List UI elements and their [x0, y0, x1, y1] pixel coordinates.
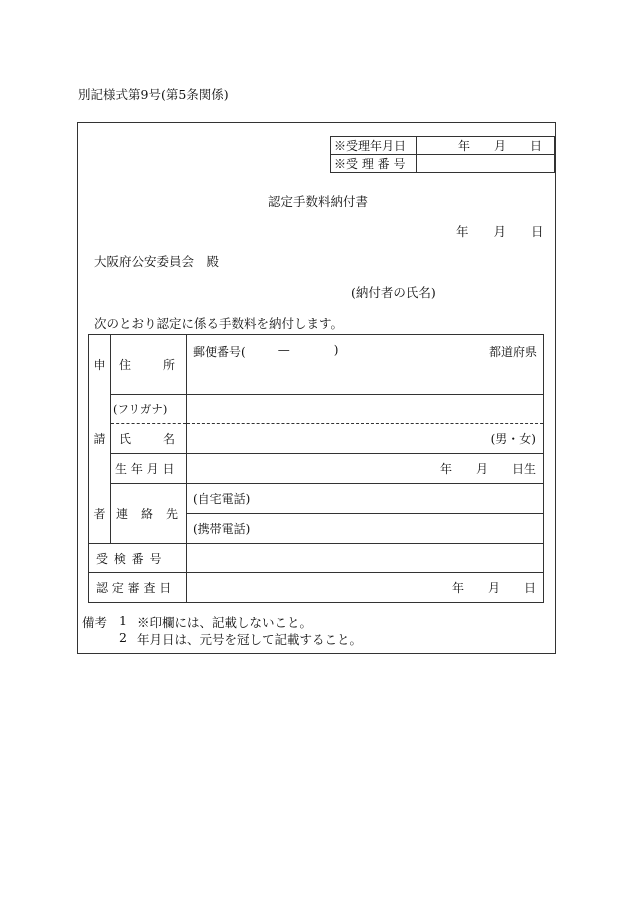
furigana-label: (フリガナ): [111, 395, 187, 424]
address-field[interactable]: [187, 335, 544, 395]
application-table: [88, 334, 544, 603]
note-2-number: 2: [119, 630, 127, 645]
form-number-label: 別記様式第9号(第5条関係): [78, 87, 229, 102]
receipt-number-label: ※受 理 番 号: [331, 155, 417, 173]
applicant-label-char-3: 者: [89, 484, 111, 544]
prefecture-label: 都道府県: [488, 345, 537, 359]
receipt-date-label: ※受理年月日: [331, 137, 417, 155]
applicant-spacer: [89, 395, 111, 424]
name-field[interactable]: [187, 424, 544, 454]
review-date-field[interactable]: 年 月 日: [187, 573, 544, 603]
postal-code-label: 郵便番号(: [193, 345, 246, 359]
note-2-text: 年月日は、元号を冠して記載すること。: [137, 632, 363, 647]
postal-code-dash: —: [277, 343, 290, 357]
contact-label-char-c: 先: [165, 507, 178, 521]
applicant-label-char-1: 申: [89, 335, 111, 395]
contact-label-char-b: 絡: [140, 507, 153, 521]
note-1-text: ※印欄には、記載しないこと。: [137, 615, 313, 630]
furigana-field[interactable]: [187, 395, 544, 424]
date-line[interactable]: 年 月 日: [456, 224, 544, 239]
applicant-spacer-2: [89, 454, 111, 484]
intro-text: 次のとおり認定に係る手数料を納付します。: [94, 316, 344, 331]
birthdate-label: 生 年 月 日: [111, 454, 187, 484]
payer-name-label: (納付者の氏名): [351, 285, 436, 300]
contact-label: [111, 484, 187, 544]
address-label: [111, 335, 187, 395]
document-title: 認定手数料納付書: [268, 194, 369, 209]
name-label-char-a: 氏: [119, 432, 132, 446]
address-label-char-b: 所: [162, 358, 175, 372]
name-label-char-b: 名: [162, 432, 175, 446]
sex-label: (男・女): [490, 432, 536, 446]
name-label: [111, 424, 187, 454]
addressee: 大阪府公安委員会 殿: [94, 254, 220, 269]
review-date-label: 認 定 審 査 日: [89, 573, 187, 603]
exam-number-field[interactable]: [187, 544, 544, 573]
postal-code-close: ): [333, 343, 339, 357]
exam-number-label: 受 検 番 号: [89, 544, 187, 573]
home-phone-field[interactable]: (自宅電話): [187, 484, 544, 514]
address-label-char-a: 住: [119, 358, 132, 372]
mobile-phone-field[interactable]: (携帯電話): [187, 514, 544, 544]
notes-heading: 備考: [82, 615, 108, 630]
note-1-number: 1: [119, 613, 127, 628]
contact-label-char-a: 連: [116, 507, 129, 521]
receipt-date-field[interactable]: 年 月 日: [417, 137, 555, 155]
receipt-number-field[interactable]: [417, 155, 555, 173]
birthdate-field[interactable]: 年 月 日生: [187, 454, 544, 484]
receipt-table: [330, 136, 555, 173]
applicant-label-char-2: 請: [89, 424, 111, 454]
